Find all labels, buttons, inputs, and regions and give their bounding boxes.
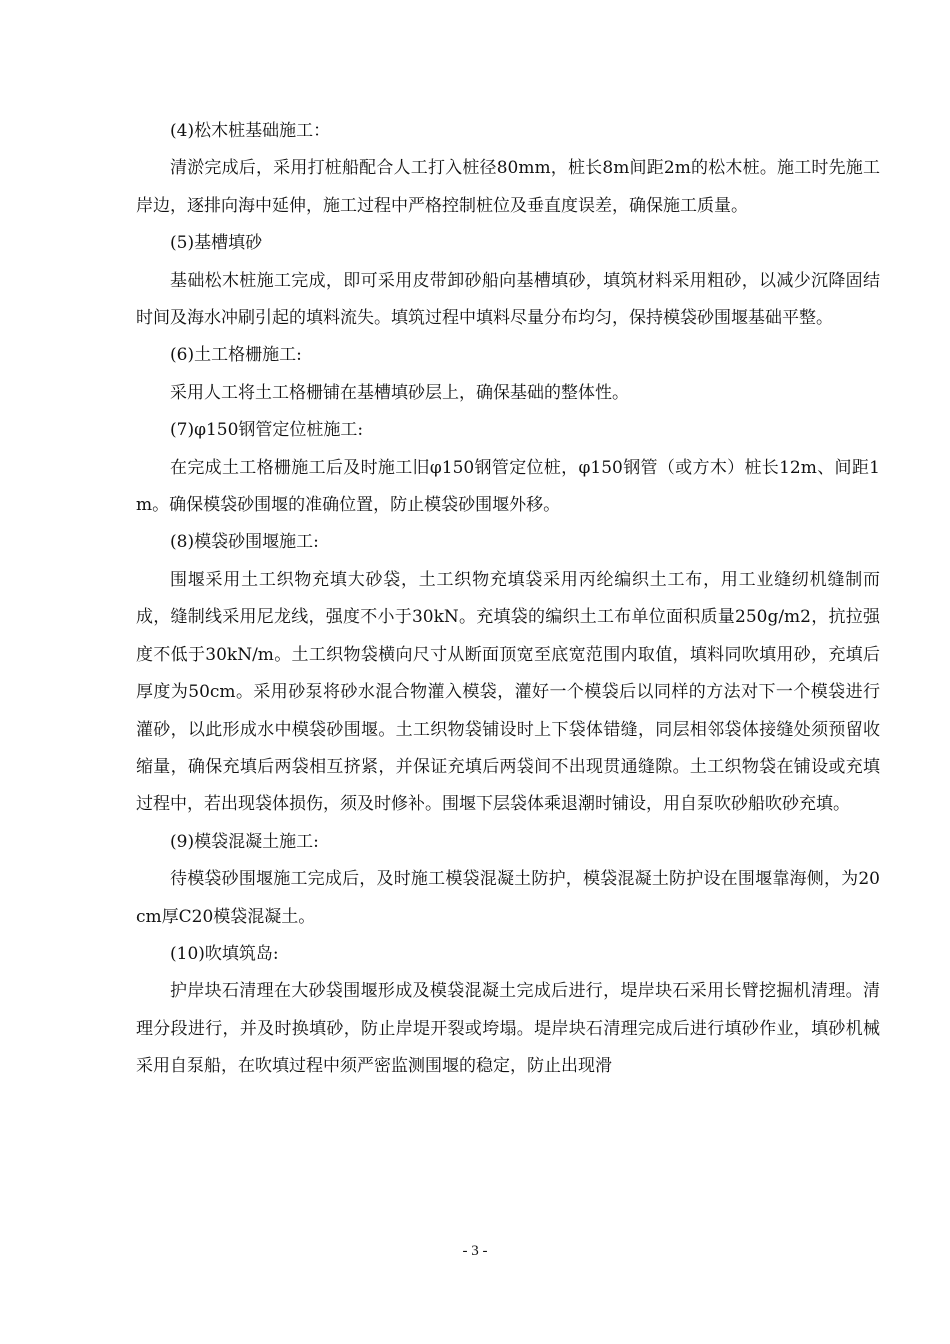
section-heading-10: (10)吹填筑岛: — [170, 943, 279, 964]
section-heading-6: (6)土工格栅施工: — [170, 345, 302, 366]
section-body-10: 护岸块石清理在大砂袋围堰形成及模袋混凝土完成后进行，堤岸块石采用长臂挖掘机清理。清理分段进行，并及时换填砂，防止岸堤开裂或垮塌。堤岸块石清理完成后进行填砂作业，填砂机械采用自泵船，在吹填过程中须严密监测围堰的稳定，防止出现滑 — [136, 981, 880, 1077]
section-heading-8: (8)模袋砂围堰施工: — [170, 532, 319, 553]
section-heading-4: (4)松木桩基础施工： — [170, 121, 331, 141]
section-body-8: 围堰采用土工织物充填大砂袋，土工织物充填袋采用丙纶编织土工布，用工业缝纫机缝制而成，缝制线采用尼龙线，强度不小于30kN。充填袋的编织土工布单位面积质量250g/m2，抗拉强度不低于30kN/m。土工织物袋横向尺寸从断面顶宽至底宽范围内取值，填料同吹填用砂，充填后厚度为50cm。采用砂泵将砂水混合物灌入模袋，灌好一个模袋后以同样的方法对下一个模袋进行灌砂，以此形成水中模袋砂围堰。土工织物袋铺设时上下袋体错缝，同层相邻袋体接缝处须预留收缩量，确保充填后两袋相互挤紧，并保证充填后两袋间不出现贯通缝隙。土工织物袋在铺设或充填过程中，若出现袋体损伤，须及时修补。围堰下层袋体乘退潮时铺设，用自泵吹砂船吹砂充填。 — [136, 569, 880, 815]
document-body — [136, 113, 880, 1086]
section-body-4: 清淤完成后，采用打桩船配合人工打入桩径80mm，桩长8m间距2m的松木桩。施工时先施工岸边，逐排向海中延伸，施工过程中严格控制桩位及垂直度误差，确保施工质量。 — [136, 158, 880, 216]
section-heading-5: (5)基槽填砂 — [170, 233, 263, 254]
section-body-9: 待模袋砂围堰施工完成后，及时施工模袋混凝土防护，模袋混凝土防护设在围堰靠海侧，为20cm厚C20模袋混凝土。 — [136, 869, 880, 927]
section-heading-9: (9)模袋混凝土施工: — [170, 831, 319, 852]
page-number: - 3 - — [462, 1243, 488, 1259]
section-heading-7: (7)φ150钢管定位桩施工: — [170, 420, 364, 441]
section-body-6: 采用人工将土工格栅铺在基槽填砂层上，确保基础的整体性。 — [170, 382, 629, 403]
section-body-7: 在完成土工格栅施工后及时施工旧φ150钢管定位桩，φ150钢管（或方木）桩长12m、间距1m。确保模袋砂围堰的准确位置，防止模袋砂围堰外移。 — [136, 457, 880, 516]
section-body-5: 基础松木桩施工完成，即可采用皮带卸砂船向基槽填砂，填筑材料采用粗砂，以减少沉降固结时间及海水冲刷引起的填料流失。填筑过程中填料尽量分布均匀，保持模袋砂围堰基础平整。 — [136, 270, 880, 329]
